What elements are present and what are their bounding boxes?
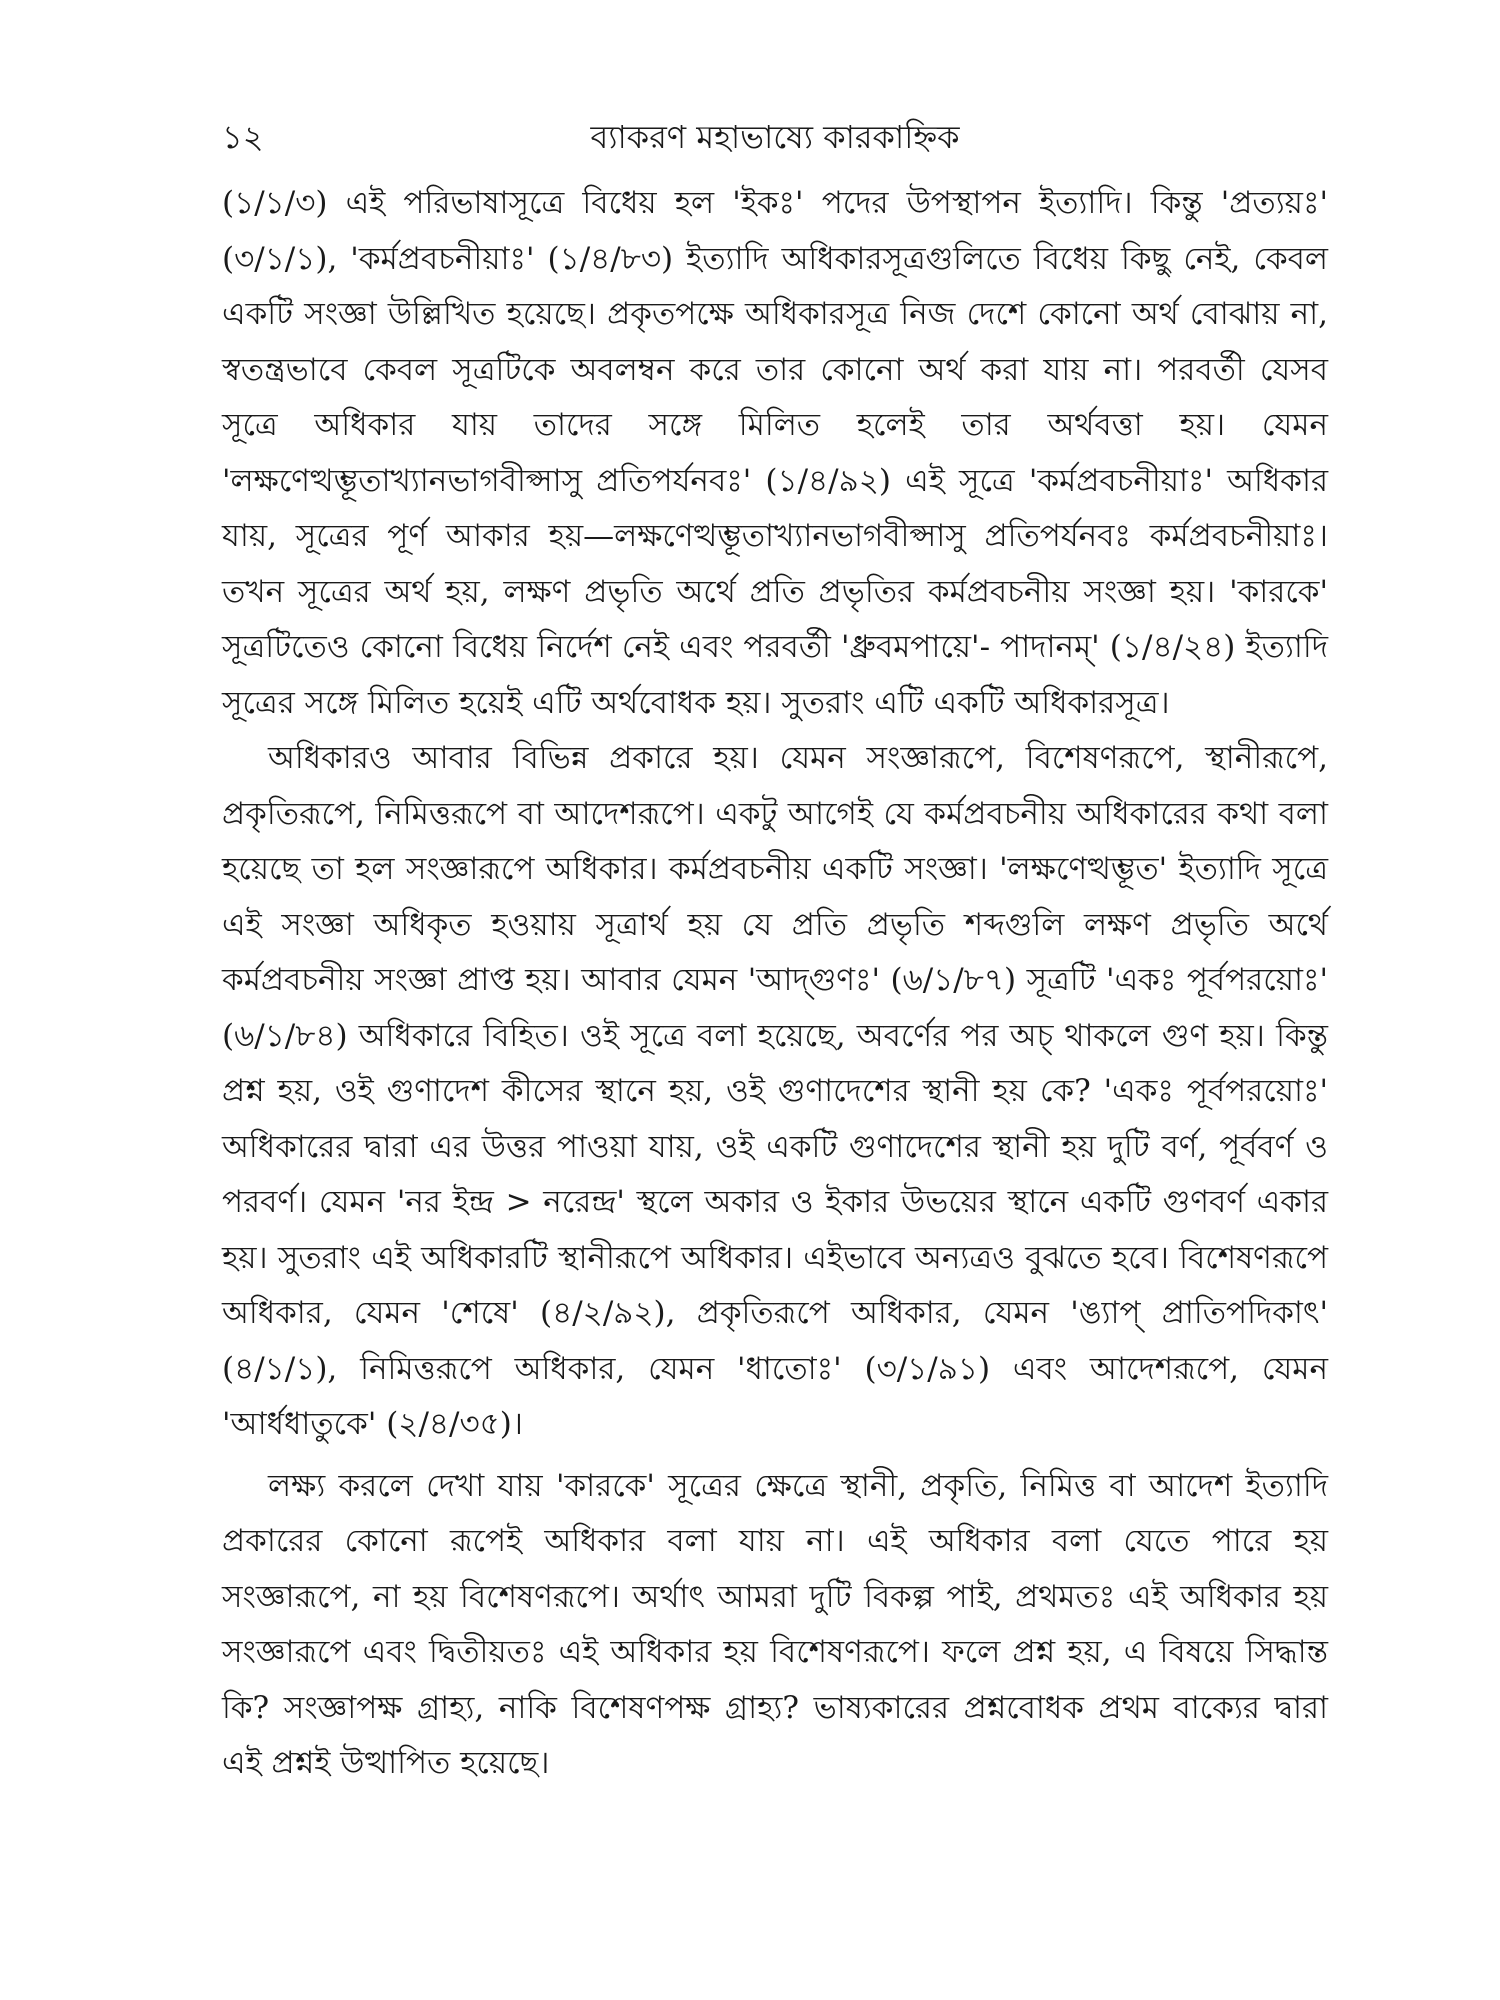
body-text xyxy=(222,176,1328,1792)
paragraph-2: অধিকারও আবার বিভিন্ন প্রকারে হয়। যেমন সংজ্ঞারূপে, বিশেষণরূপে, স্থানীরূপে, প্রকৃতিরূপে, নিমিত্তরূপে বা আদেশরূপে। একটু আগেই যে কর্মপ্রবচনীয় অধিকারের কথা বলা হয়েছে তা হল সংজ্ঞারূপে অধিকার। কর্মপ্রবচনীয় একটি সংজ্ঞা। 'লক্ষণেত্থম্ভূত' ইত্যাদি সূত্রে এই সংজ্ঞা অধিকৃত হওয়ায় সূত্রার্থ হয় যে প্রতি প্রভৃতি শব্দগুলি লক্ষণ প্রভৃতি অর্থে কর্মপ্রবচনীয় সংজ্ঞা প্রাপ্ত হয়। আবার যেমন 'আদ্‌গুণঃ' (৬/১/৮৭) সূত্রটি 'একঃ পূর্বপরয়োঃ' (৬/১/৮৪) অধিকারে বিহিত। ওই সূত্রে বলা হয়েছে, অবর্ণের পর অচ্‌ থাকলে গুণ হয়। কিন্তু প্রশ্ন হয়, ওই গুণাদেশ কীসের স্থানে হয়, ওই গুণাদেশের স্থানী হয় কে? 'একঃ পূর্বপরয়োঃ' অধিকারের দ্বারা এর উত্তর পাওয়া যায়, ওই একটি গুণাদেশের স্থানী হয় দুটি বর্ণ, পূর্ববর্ণ ও পরবর্ণ। যেমন 'নর ইন্দ্র > নরেন্দ্র' স্থলে অকার ও ইকার উভয়ের স্থানে একটি গুণবর্ণ একার হয়। সুতরাং এই অধিকারটি স্থানীরূপে অধিকার। এইভাবে অন্যত্রও বুঝতে হবে। বিশেষণরূপে অধিকার, যেমন 'শেষে' (৪/২/৯২), প্রকৃতিরূপে অধিকার, যেমন 'ঙ্যাপ্‌ প্রাতিপদিকাৎ' (৪/১/১), নিমিত্তরূপে অধিকার, যেমন 'ধাতোঃ' (৩/১/৯১) এবং আদেশরূপে, যেমন 'আর্ধধাতুকে' (২/৪/৩৫)। xyxy=(222,740,1328,1442)
running-title: ব্যাকরণ মহাভাষ্যে কারকাহ্নিক xyxy=(590,118,960,156)
page-header xyxy=(222,108,1328,168)
paragraph-3: লক্ষ্য করলে দেখা যায় 'কারকে' সূত্রের ক্ষেত্রে স্থানী, প্রকৃতি, নিমিত্ত বা আদেশ ইত্যাদি প্রকারের কোনো রূপেই অধিকার বলা যায় না। এই অধিকার বলা যেতে পারে হয় সংজ্ঞারূপে, না হয় বিশেষণরূপে। অর্থাৎ আমরা দুটি বিকল্প পাই, প্রথমতঃ এই অধিকার হয় সংজ্ঞারূপে এবং দ্বিতীয়তঃ এই অধিকার হয় বিশেষণরূপে। ফলে প্রশ্ন হয়, এ বিষয়ে সিদ্ধান্ত কি? সংজ্ঞাপক্ষ গ্রাহ্য, নাকি বিশেষণপক্ষ গ্রাহ্য? ভাষ্যকারের প্রশ্নবোধক প্রথম বাক্যের দ্বারা এই প্রশ্নই উত্থাপিত হয়েছে। xyxy=(222,1467,1328,1781)
paragraph-1: (১/১/৩) এই পরিভাষাসূত্রে বিধেয় হল 'ইকঃ' পদের উপস্থাপন ইত্যাদি। কিন্তু 'প্রত্যয়ঃ' (৩/১/১), 'কর্মপ্রবচনীয়াঃ' (১/৪/৮৩) ইত্যাদি অধিকারসূত্রগুলিতে বিধেয় কিছু নেই, কেবল একটি সংজ্ঞা উল্লিখিত হয়েছে। প্রকৃতপক্ষে অধিকারসূত্র নিজ দেশে কোনো অর্থ বোঝায় না, স্বতন্ত্রভাবে কেবল সূত্রটিকে অবলম্বন করে তার কোনো অর্থ করা যায় না। পরবর্তী যেসব সূত্রে অধিকার যায় তাদের সঙ্গে মিলিত হলেই তার অর্থবত্তা হয়। যেমন 'লক্ষণেত্থম্ভূতাখ্যানভাগবীপ্সাসু প্রতিপর্যনবঃ' (১/৪/৯২) এই সূত্রে 'কর্মপ্রবচনীয়াঃ' অধিকার যায়, সূত্রের পূর্ণ আকার হয়—লক্ষণেত্থম্ভূতাখ্যানভাগবীপ্সাসু প্রতিপর্যনবঃ কর্মপ্রবচনীয়াঃ। তখন সূত্রের অর্থ হয়, লক্ষণ প্রভৃতি অর্থে প্রতি প্রভৃতির কর্মপ্রবচনীয় সংজ্ঞা হয়। 'কারকে' সূত্রটিতেও কোনো বিধেয় নির্দেশ নেই এবং পরবর্তী 'ধ্রুবমপায়ে'- পাদানম্' (১/৪/২৪) ইত্যাদি সূত্রের সঙ্গে মিলিত হয়েই এটি অর্থবোধক হয়। সুতরাং এটি একটি অধিকারসূত্র। xyxy=(222,185,1328,721)
page-number: ১২ xyxy=(222,118,264,156)
